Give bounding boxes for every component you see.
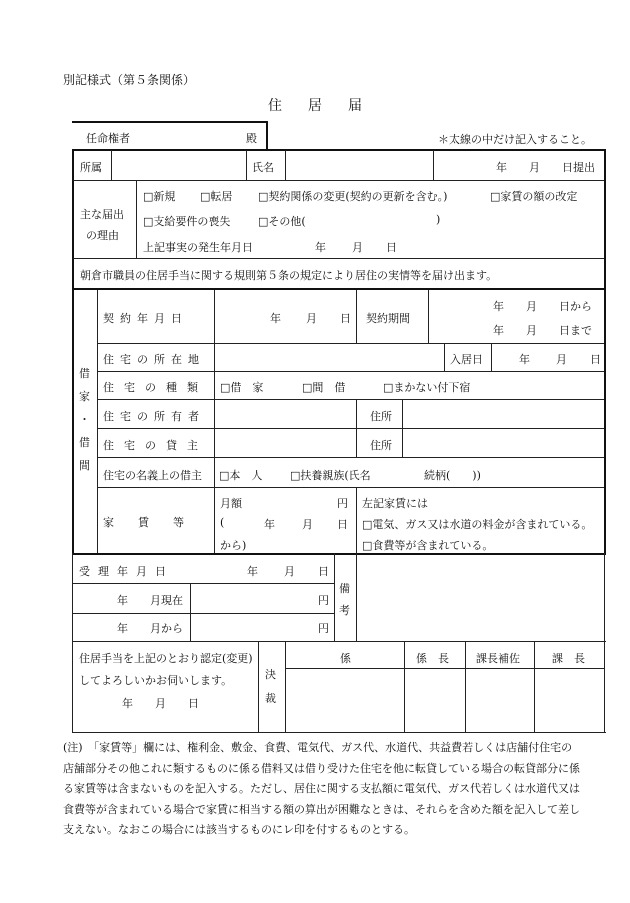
from-yen: 円 bbox=[318, 622, 329, 635]
contract-date-label: 契約年月日 bbox=[103, 312, 188, 325]
from-month-label: 年 月から bbox=[117, 622, 183, 635]
owner-address-field[interactable] bbox=[403, 400, 603, 427]
event-date-year: 年 bbox=[315, 241, 326, 254]
nominal-borrower-label: 住宅の名義上の借主 bbox=[103, 469, 202, 482]
appointer-label: 任命権者 bbox=[86, 132, 130, 145]
reason-rent-revision-checkbox[interactable]: □家賃の額の改定 bbox=[490, 190, 578, 203]
name-field[interactable] bbox=[286, 151, 432, 179]
remarks-label-1: 備 bbox=[339, 582, 350, 595]
rent-from-year: 年 bbox=[264, 518, 275, 531]
approval-text: 住居手当を上記のとおり認定(変更)してよろしいかお伺いします。 bbox=[79, 652, 253, 687]
footnote: (注) 「家賃等」欄には、権利金、敷金、食費、電気代、ガス代、水道代、共益費若しくは店舗付住宅の店舗部分その他これに類するものに係る借料又は借り受けた住宅を他に転貸している場合の転貸部分に係る家賃等は含まないものを記入する。ただし、居住に関する支払額に電気代、ガス代若しくは水道代又は食費等が含まれている場合で家賃に相当する額の算出が困難なときは、それらを含めた額を記入して差し支えない。なおこの場合には該当するものにレ印を付するものとする。 bbox=[63, 741, 580, 836]
contract-date-year: 年 bbox=[270, 312, 281, 325]
declaration-text: 朝倉市職員の住居手当に関する規則第５条の規定により居住の実情等を届け出ます。 bbox=[80, 269, 498, 282]
received-day: 日 bbox=[318, 565, 329, 578]
decision-label-1: 決 bbox=[265, 668, 276, 681]
form-reference: 別記様式（第５条関係） bbox=[63, 73, 196, 87]
move-in-label: 入居日 bbox=[450, 353, 483, 366]
reason-loss-eligibility-checkbox[interactable]: □支給要件の喪失 bbox=[143, 215, 231, 228]
current-as-of-label: 年 月現在 bbox=[117, 594, 183, 607]
contract-period-from[interactable]: 年 月 日から bbox=[493, 300, 592, 313]
reason-other-checkbox[interactable]: □その他( bbox=[258, 215, 306, 228]
current-yen: 円 bbox=[318, 594, 329, 607]
move-in-year: 年 bbox=[519, 353, 530, 366]
received-year: 年 bbox=[247, 565, 258, 578]
contract-date-day: 日 bbox=[340, 312, 351, 325]
instruction-text: ＊太線の中だけ記入すること。 bbox=[438, 133, 592, 146]
type-room-checkbox[interactable]: □間 借 bbox=[302, 381, 346, 394]
reason-label-line2: の理由 bbox=[86, 229, 119, 242]
received-date-label: 受理年月日 bbox=[79, 565, 174, 578]
reason-label-line1: 主な届出 bbox=[80, 208, 124, 221]
move-in-month: 月 bbox=[556, 353, 567, 366]
rent-from-close: から) bbox=[220, 539, 247, 552]
affiliation-field[interactable] bbox=[112, 151, 245, 179]
lender-address-field[interactable] bbox=[403, 429, 603, 456]
rent-from-day: 日 bbox=[337, 518, 348, 531]
affiliation-label: 所属 bbox=[80, 161, 102, 174]
stamp-box-staff[interactable] bbox=[286, 669, 403, 731]
contract-period-label: 契約期間 bbox=[366, 312, 410, 325]
decision-label-2: 裁 bbox=[265, 692, 276, 705]
stamp-header-assistant-manager: 課長補佐 bbox=[476, 652, 520, 665]
rent-from-month: 月 bbox=[302, 518, 313, 531]
event-date-label: 上記事実の発生年月日 bbox=[143, 241, 253, 254]
stamp-box-manager[interactable] bbox=[535, 669, 603, 731]
owner-label: 住宅の所有者 bbox=[103, 410, 205, 423]
lender-address-label: 住所 bbox=[370, 439, 392, 452]
rent-includes-utilities-checkbox[interactable]: □電気、ガス又は水道の料金が含まれている。 bbox=[362, 518, 593, 531]
nominal-relationship[interactable]: 続柄( )) bbox=[424, 469, 481, 482]
received-month: 月 bbox=[284, 565, 295, 578]
address-label: 住宅の所在地 bbox=[103, 353, 205, 366]
name-label: 氏名 bbox=[252, 161, 274, 174]
honorific-label: 殿 bbox=[246, 132, 257, 145]
remarks-field[interactable] bbox=[357, 554, 603, 640]
submission-date[interactable]: 年 月 日提出 bbox=[496, 161, 595, 174]
page-title: 住 居 届 bbox=[268, 98, 368, 114]
stamp-header-manager: 課 長 bbox=[552, 652, 585, 665]
type-house-checkbox[interactable]: □借 家 bbox=[220, 381, 264, 394]
monthly-rent-yen: 円 bbox=[337, 497, 348, 510]
stamp-header-chief: 係 長 bbox=[416, 652, 449, 665]
event-date-day: 日 bbox=[386, 241, 397, 254]
rent-includes-label: 左記家賃には bbox=[362, 497, 428, 510]
reason-move-checkbox[interactable]: □転居 bbox=[200, 190, 233, 203]
nominal-self-checkbox[interactable]: □本 人 bbox=[219, 469, 263, 482]
owner-address-label: 住所 bbox=[370, 410, 392, 423]
rent-label: 家賃等 bbox=[103, 516, 208, 529]
nominal-dependent-checkbox[interactable]: □扶養親族(氏名 bbox=[290, 469, 371, 482]
stamp-header-staff: 係 bbox=[340, 652, 351, 665]
rent-includes-meals-checkbox[interactable]: □食費等が含まれている。 bbox=[362, 539, 494, 552]
reason-new-checkbox[interactable]: □新規 bbox=[143, 190, 176, 203]
monthly-rent-label: 月額 bbox=[220, 497, 242, 510]
type-label: 住宅の種類 bbox=[103, 381, 208, 394]
reason-other-close: ) bbox=[436, 213, 441, 226]
contract-period-to[interactable]: 年 月 日まで bbox=[493, 324, 592, 337]
event-date-month: 月 bbox=[352, 241, 363, 254]
move-in-day: 日 bbox=[590, 353, 601, 366]
stamp-box-assistant-manager[interactable] bbox=[466, 669, 533, 731]
approval-date: 年 月 日 bbox=[122, 697, 199, 710]
lender-label: 住宅の貸主 bbox=[103, 439, 208, 452]
address-field[interactable] bbox=[215, 344, 443, 370]
remarks-label-2: 考 bbox=[339, 604, 350, 617]
stamp-box-chief[interactable] bbox=[405, 669, 464, 731]
reason-contract-change-checkbox[interactable]: □契約関係の変更(契約の更新を含む。) bbox=[258, 190, 448, 203]
contract-date-month: 月 bbox=[306, 312, 317, 325]
type-boarding-checkbox[interactable]: □まかない付下宿 bbox=[383, 381, 471, 394]
rent-from-open: ( bbox=[220, 516, 225, 529]
